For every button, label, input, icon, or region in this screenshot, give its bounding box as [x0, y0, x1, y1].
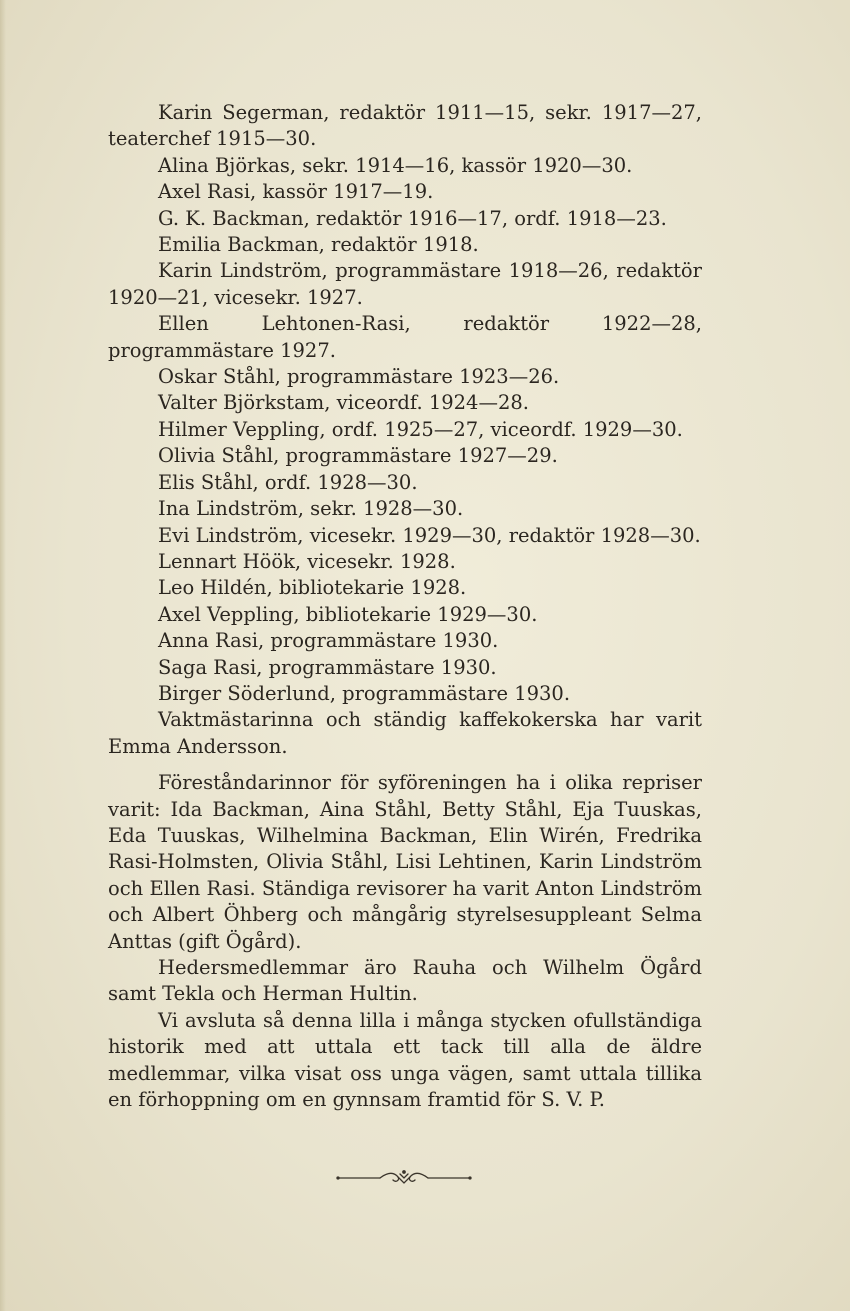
entry-emilia-backman: Emilia Backman, redaktör 1918. — [158, 233, 479, 257]
entry-leo-hilden: Leo Hildén, bibliotekarie 1928. — [158, 576, 467, 600]
entry-vaktmastarinna: Vaktmästarinna och ständig kaffekokerska har varit Emma Andersson. — [108, 708, 702, 758]
entry-evi-lindstrom: Evi Lindström, vicesekr. 1929—30, redaktör 1928—30. — [158, 523, 701, 547]
text-body — [108, 100, 702, 1113]
entry-karin-segerman: Karin Segerman, redaktör 1911—15, sekr. 1917—27, teaterchef 1915—30. — [108, 101, 702, 151]
entry-ellen-lehtonen-rasi: Ellen Lehtonen-Rasi, redaktör 1922—28, programmästare 1927. — [108, 312, 702, 362]
entry-axel-rasi: Axel Rasi, kassör 1917—19. — [158, 180, 434, 204]
entry-karin-lindstrom: Karin Lindström, programmästare 1918—26, redaktör 1920—21, vicesekr. 1927. — [108, 259, 702, 309]
entry-oskar-stahl: Oskar Ståhl, programmästare 1923—26. — [158, 365, 560, 389]
paragraph-forestandarinnor: Föreståndarinnor för syföreningen ha i olika repriser varit: Ida Backman, Aina Ståhl, Betty Ståhl, Eja Tuuskas, Eda Tuuskas, Wilhelmina Backman, Elin Wirén, Fredrika Rasi-Holmsten, Olivia Ståhl, Lisi Lehtinen, Karin Lindström och Ellen Rasi. Ständiga revisorer ha varit Anton Lindström och Albert Öhberg och mångårig styrelsesuppleant Selma Anttas (gift Ögård). — [108, 771, 702, 953]
decorative-divider-icon — [336, 1168, 472, 1188]
entry-alina-bjorkas: Alina Björkas, sekr. 1914—16, kassör 1920—30. — [158, 153, 633, 177]
entry-ina-lindstrom: Ina Lindström, sekr. 1928—30. — [158, 497, 464, 521]
entry-axel-veppling: Axel Veppling, bibliotekarie 1929—30. — [158, 602, 538, 626]
entry-lennart-hook: Lennart Höök, vicesekr. 1928. — [158, 549, 456, 573]
paragraph-hedersmedlemmar: Hedersmedlemmar äro Rauha och Wilhelm Ögård samt Tekla och Herman Hultin. — [108, 956, 702, 1006]
entry-saga-rasi: Saga Rasi, programmästare 1930. — [158, 655, 497, 679]
paragraph-closing: Vi avsluta så denna lilla i många stycken ofullständiga historik med att uttala ett tack till alla de äldre medlemmar, vilka visat oss unga vägen, samt uttala tillika en förhoppning om en gynnsam framtid för S. V. P. — [108, 1008, 702, 1112]
entry-olivia-stahl: Olivia Ståhl, programmästare 1927—29. — [158, 444, 558, 468]
entry-hilmer-veppling: Hilmer Veppling, ordf. 1925—27, viceordf. 1929—30. — [158, 417, 683, 441]
entry-anna-rasi: Anna Rasi, programmästare 1930. — [158, 629, 499, 653]
entry-valter-bjorkstam: Valter Björkstam, viceordf. 1924—28. — [158, 391, 529, 415]
entry-gk-backman: G. K. Backman, redaktör 1916—17, ordf. 1918—23. — [158, 206, 667, 230]
entry-elis-stahl: Elis Ståhl, ordf. 1928—30. — [158, 470, 418, 494]
entry-birger-soderlund: Birger Söderlund, programmästare 1930. — [158, 681, 571, 705]
